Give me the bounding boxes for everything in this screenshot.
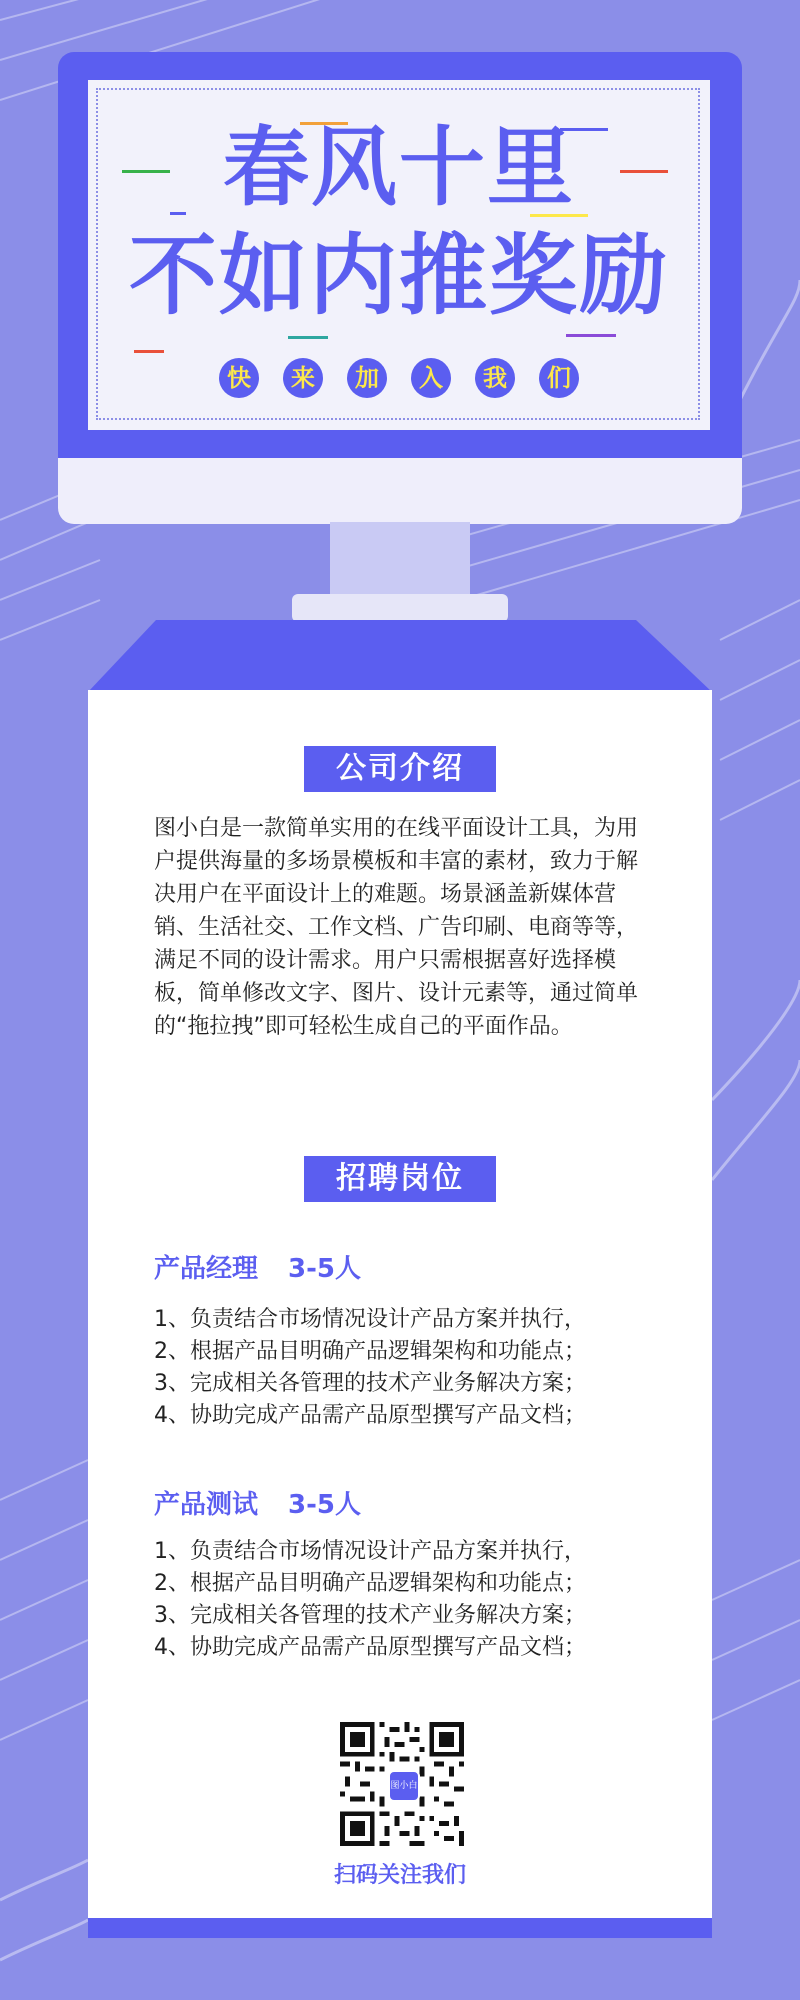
headline-line1: 春风十里	[223, 118, 575, 218]
monitor-chin	[58, 458, 742, 524]
job-title	[154, 1248, 654, 1285]
job-duties-list	[154, 1304, 674, 1432]
join-char: 们	[539, 358, 579, 398]
job-name: 产品测试	[154, 1490, 259, 1520]
duty-item: 3、完成相关各管理的技术产业务解决方案；	[154, 1371, 586, 1396]
qr-follow-label: 扫码关注我们	[333, 1863, 466, 1888]
company-intro-text: 图小白是一款简单实用的在线平面设计工具，为用户提供海量的多场景模板和丰富的素材，致力于解决用户在平面设计上的难题。场景涵盖新媒体营销、生活社交、工作文档、广告印刷、电商等等，满足不同的设计需求。用户只需根据喜好选择模板，简单修改文字、图片、设计元素等，通过简单的“拖拉拽”即可轻松生成自己的平面作品。	[154, 816, 639, 1039]
headline-line2: 不如内推奖励	[128, 224, 669, 327]
duty-item: 2、根据产品目明确产品逻辑架构和功能点；	[154, 1571, 586, 1596]
job-name: 产品经理	[154, 1254, 259, 1284]
duty-item: 4、协助完成产品需产品原型撰写产品文档；	[154, 1635, 586, 1660]
section-title-company: 公司介绍	[304, 746, 496, 792]
join-char: 快	[219, 358, 259, 398]
job-headcount: 3-5人	[288, 1254, 361, 1284]
join-char: 我	[475, 358, 515, 398]
duty-item: 1、负责结合市场情况设计产品方案并执行，	[154, 1539, 586, 1564]
monitor-stand-neck	[330, 522, 470, 598]
join-char: 加	[347, 358, 387, 398]
card-bottom-bar	[88, 1918, 712, 1938]
decor-dash	[134, 350, 164, 353]
job-title	[154, 1484, 654, 1521]
duty-item: 4、协助完成产品需产品原型撰写产品文档；	[154, 1403, 586, 1428]
decor-dash	[566, 334, 616, 337]
duty-item: 2、根据产品目明确产品逻辑架构和功能点；	[154, 1339, 586, 1364]
qr-logo: 图小白	[388, 1770, 420, 1802]
join-char: 入	[411, 358, 451, 398]
job-duties-list	[154, 1536, 674, 1664]
job-headcount: 3-5人	[288, 1490, 361, 1520]
section-title-recruitment: 招聘岗位	[304, 1156, 496, 1202]
join-us-row	[88, 358, 710, 398]
join-char: 来	[283, 358, 323, 398]
card-top-trapezoid	[0, 620, 800, 692]
duty-item: 1、负责结合市场情况设计产品方案并执行，	[154, 1307, 586, 1332]
monitor-stand-base	[292, 594, 508, 622]
duty-item: 3、完成相关各管理的技术产业务解决方案；	[154, 1603, 586, 1628]
decor-dash	[288, 336, 328, 339]
